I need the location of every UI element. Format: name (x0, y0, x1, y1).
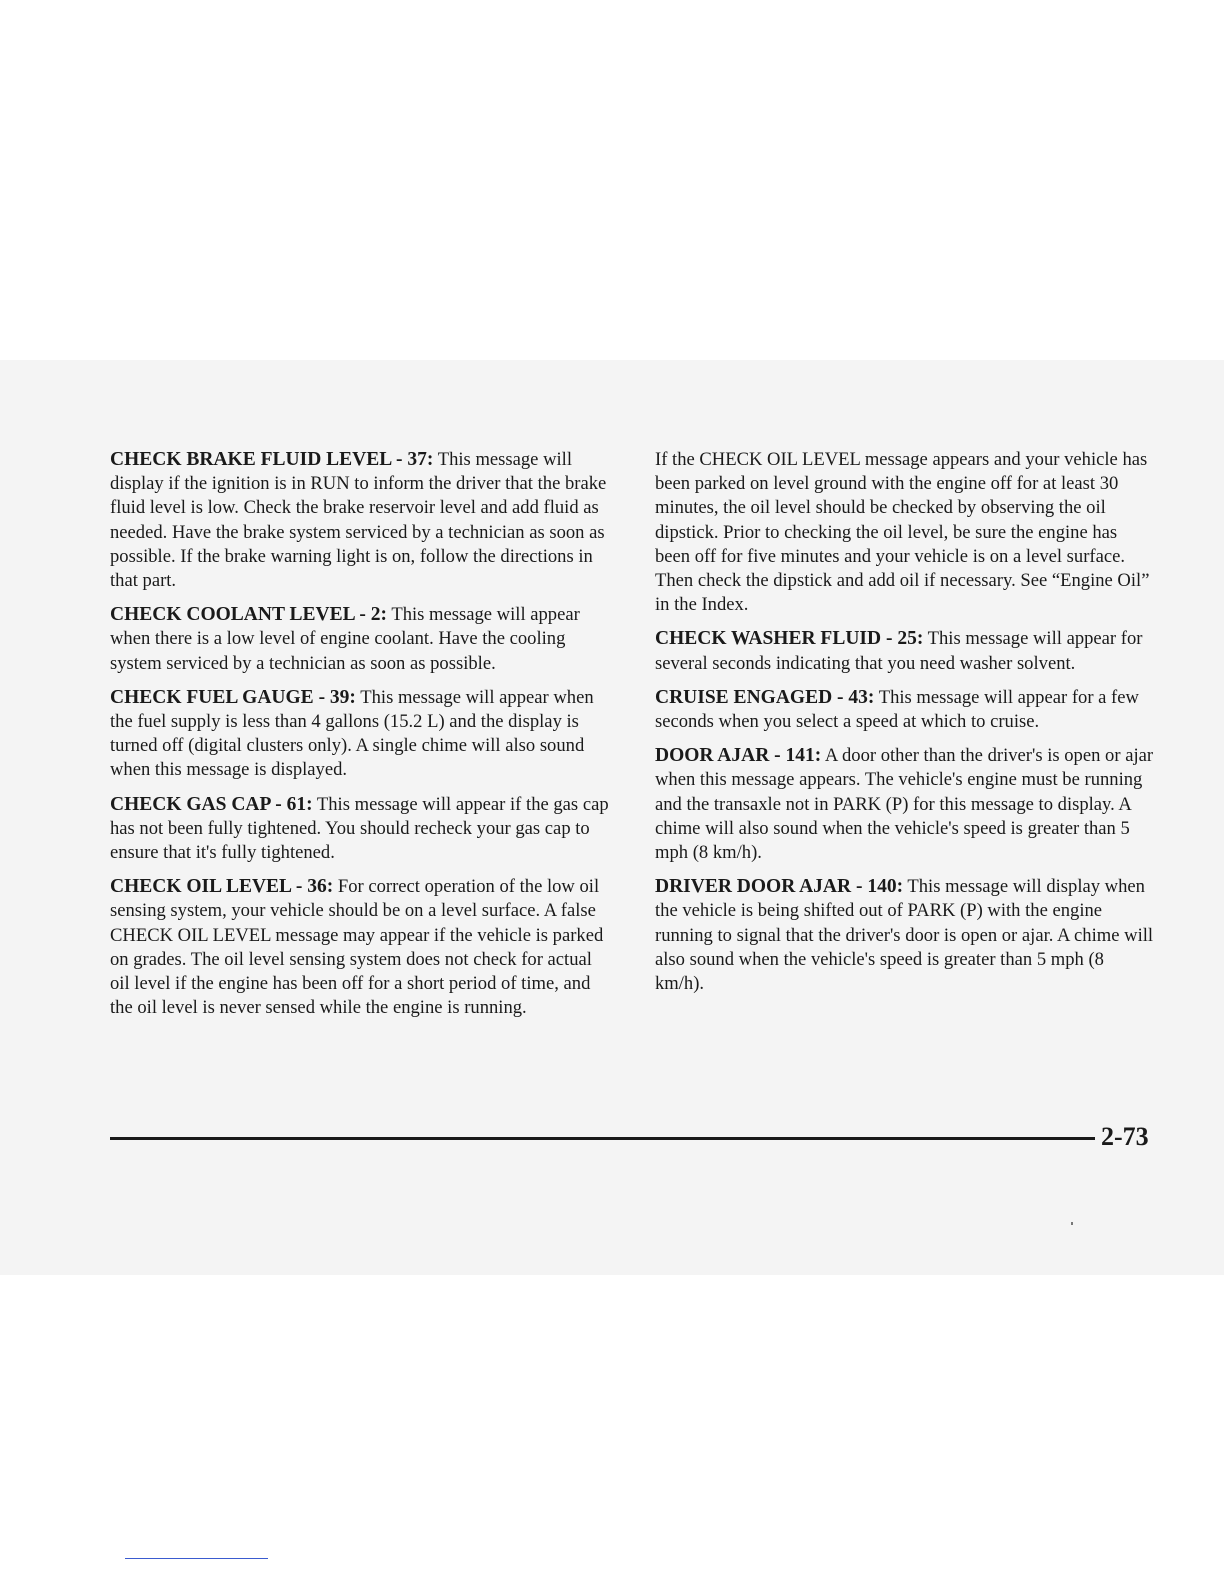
left-column (110, 448, 610, 1030)
entry-check-gas-cap (110, 793, 610, 866)
right-column (655, 448, 1155, 1006)
entry-door-ajar (655, 744, 1155, 865)
entry-check-coolant (110, 603, 610, 676)
entry-check-washer-fluid (655, 627, 1155, 675)
entry-oil-level-continued (655, 448, 1155, 617)
scan-speck (1071, 1222, 1073, 1225)
entry-body: This message will appear for a few seconds when you select a speed at which to cruise. (655, 686, 1139, 733)
entry-body: For correct operation of the low oil sensing system, your vehicle should be on a level surface. A false CHECK OIL LEVEL message may appear if the vehicle is parked on grades. The oil level sensing system does not check for actual oil level if the engine has been off for a short period of time, and the oil level is never sensed while the engine is running. (110, 876, 604, 1019)
entry-check-brake-fluid (110, 448, 610, 593)
entry-check-fuel-gauge (110, 686, 610, 783)
entry-heading: CHECK BRAKE FLUID LEVEL - 37: (110, 449, 434, 470)
entry-driver-door-ajar (655, 875, 1155, 996)
entry-body: This message will display when the vehicle is being shifted out of PARK (P) with the engine running to signal that the driver's door is open or ajar. A chime will also sound when the vehicle's speed is greater than 5 mph (8 km/h). (655, 876, 1154, 995)
link-underline (125, 1558, 268, 1559)
entry-heading: CHECK OIL LEVEL - 36: (110, 876, 334, 898)
entry-heading: CHECK FUEL GAUGE - 39: (110, 686, 356, 708)
entry-body: This message will appear for several seconds indicating that you need washer solvent. (655, 628, 1143, 674)
entry-cruise-engaged (655, 686, 1155, 734)
entry-heading: CHECK COOLANT LEVEL - 2: (110, 604, 388, 626)
entry-body: This message will appear if the gas cap has not been fully tightened. You should recheck your gas cap to ensure that it's fully tightened. (110, 793, 609, 864)
entry-heading: DRIVER DOOR AJAR - 140: (655, 876, 904, 898)
entry-heading: CHECK GAS CAP - 61: (110, 793, 313, 815)
footer-rule (110, 1137, 1095, 1140)
entry-body: If the CHECK OIL LEVEL message appears and your vehicle has been parked on level ground with the engine off for at least 30 minutes, the oil level should be checked by observing the oil dipstick. Prior to checking the oil level, be sure the engine has been off for five minutes and your vehicle is on a level surface. Then check the dipstick and add oil if necessary. See “Engine Oil” in the Index. (655, 449, 1150, 616)
entry-body: This message will display if the ignition is in RUN to inform the driver that the brake fluid level is low. Check the brake reservoir level and add fluid as needed. Have the brake system serviced by a technician as soon as possible. If the brake warning light is on, follow the directions in that part. (110, 449, 607, 592)
entry-body: This message will appear when the fuel supply is less than 4 gallons (15.2 L) and the display is turned off (digital clusters only). A single chime will also sound when this message is displayed. (110, 686, 594, 781)
entry-heading: CHECK WASHER FLUID - 25: (655, 628, 924, 650)
page-number: 2-73 (1101, 1122, 1149, 1151)
entry-body: This message will appear when there is a low level of engine coolant. Have the cooling system serviced by a technician as soon as possible. (110, 604, 580, 674)
entry-body: A door other than the driver's is open or ajar when this message appears. The vehicle's engine must be running and the transaxle not in PARK (P) for this message to display. A chime will also sound when the vehicle's speed is greater than 5 mph (8 km/h). (655, 745, 1154, 864)
entry-check-oil-level (110, 875, 610, 1020)
entry-heading: CRUISE ENGAGED - 43: (655, 686, 875, 708)
entry-heading: DOOR AJAR - 141: (655, 745, 822, 767)
